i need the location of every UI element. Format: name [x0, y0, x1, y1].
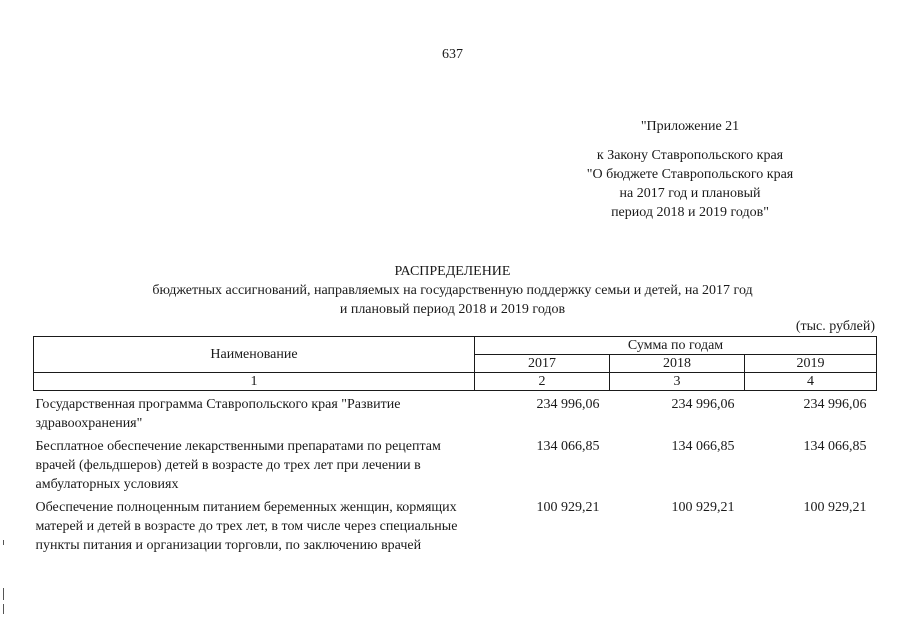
row-value: 134 066,85	[803, 439, 867, 454]
appendix-law-line: "О бюджете Ставропольского края	[586, 167, 794, 182]
scan-artifact	[3, 604, 4, 614]
header-name: Наименование	[34, 337, 475, 373]
scan-artifact	[3, 540, 4, 545]
appendix-block	[560, 117, 820, 222]
heading-title: РАСПРЕДЕЛЕНИЕ	[394, 264, 511, 279]
table-row	[34, 391, 877, 434]
row-value: 134 066,85	[536, 439, 600, 454]
row-value: 134 066,85	[671, 439, 735, 454]
header-year: 2019	[745, 355, 877, 373]
row-value: 234 996,06	[536, 397, 600, 412]
header-sum: Сумма по годам	[475, 337, 877, 355]
budget-table	[33, 336, 877, 555]
table-row	[34, 494, 877, 555]
column-number: 4	[745, 373, 877, 391]
column-number: 3	[610, 373, 745, 391]
appendix-spacer	[560, 136, 820, 146]
row-value: 100 929,21	[803, 500, 867, 515]
header-year: 2018	[610, 355, 745, 373]
scan-artifact	[3, 588, 4, 600]
units-label: (тыс. рублей)	[795, 319, 875, 334]
appendix-law-line: на 2017 год и плановый	[619, 186, 761, 201]
column-number: 2	[475, 373, 610, 391]
row-value: 234 996,06	[803, 397, 867, 412]
heading-subtitle-line: и плановый период 2018 и 2019 годов	[339, 302, 566, 317]
appendix-title: "Приложение 21	[640, 119, 740, 134]
page-number: 637	[442, 47, 463, 62]
column-number: 1	[34, 373, 475, 391]
appendix-law-line: период 2018 и 2019 годов"	[611, 205, 769, 220]
row-value: 100 929,21	[536, 500, 600, 515]
row-name: Государственная программа Ставропольского края "Развитие здравоохранения"	[35, 397, 401, 431]
document-heading	[100, 262, 805, 319]
row-value: 234 996,06	[671, 397, 735, 412]
row-name: Обеспечение полноценным питанием беременных женщин, кормящих матерей и детей в возрасте до трех лет, в том числе через специальные пункты питания и организации торговли, по заключению врачей	[35, 500, 458, 553]
appendix-law-line: к Закону Ставропольского края	[596, 148, 784, 163]
table-row	[34, 433, 877, 494]
header-year: 2017	[475, 355, 610, 373]
row-name: Бесплатное обеспечение лекарственными препаратами по рецептам врачей (фельдшеров) детей в возрасте до трех лет при лечении в амбулаторных условиях	[35, 439, 441, 492]
heading-subtitle-line: бюджетных ассигнований, направляемых на государственную поддержку семьи и детей, на 2017 год	[152, 283, 753, 298]
row-value: 100 929,21	[671, 500, 735, 515]
